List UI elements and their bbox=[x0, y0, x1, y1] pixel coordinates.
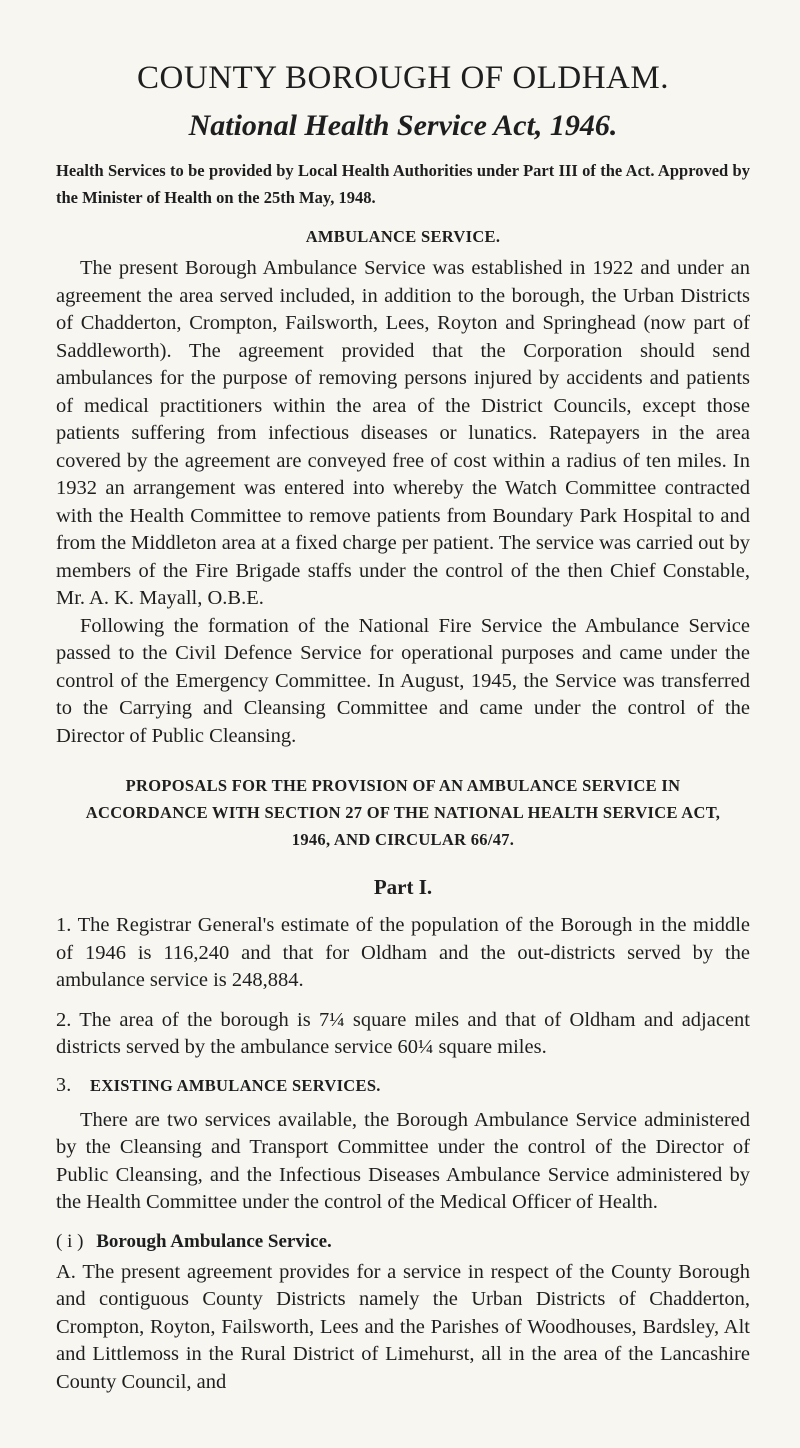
paragraph-text: The present agreement provides for a service in respect of the County Borough and contiguous County Districts namely the Urban Districts of Chadderton, Crompton, Royton, Failsworth, Lees and the Parishes of Woodhouses, Bardsley, Alt and Littlemoss in the Rural District of Limehurst, all in the area of the Lancashire County Council, and bbox=[56, 1260, 751, 1393]
numbered-item-1 bbox=[56, 912, 750, 995]
item-number: 2. bbox=[56, 1008, 72, 1031]
heading-text: EXISTING AMBULANCE SERVICES. bbox=[90, 1075, 381, 1095]
history-paragraph-1: The present Borough Ambulance Service was established in 1922 and under an agreement the area served included, in addition to the borough, the Urban Districts of Chadderton, Crompton, Failsworth, Lees, Royton and Springhead (now part of Saddleworth). The agreement provided that the Corporation should send ambulances for the purpose of removing persons injured by accidents and patients of medical practitioners within the area of the District Councils, except those patients suffering from infectious diseases or lunatics. Ratepayers in the area covered by the agreement are conveyed free of cost within a radius of ten miles. In 1932 an arrangement was entered into whereby the Watch Committee contracted with the Health Committee to remove patients from Boundary Park Hospital to and from the Middleton area at a fixed charge per patient. The service was carried out by members of the Fire Brigade staffs under the control of the then Chief Constable, Mr. A. K. Mayall, O.B.E. bbox=[56, 257, 750, 609]
item-text: The Registrar General's estimate of the population of the Borough in the middle of 1946 is 116,240 and that for Oldham and the out-districts served by the ambulance service is 248,884. bbox=[56, 914, 750, 991]
history-paragraph-2: Following the formation of the National Fire Service the Ambulance Service passed to the Civil Defence Service for operational purposes and came under the control of the Emergency Committee. In August, 1945, the Service was transferred to the Carrying and Cleansing Committee and came under the control of the Director of Public Cleansing. bbox=[56, 614, 750, 747]
ambulance-service-heading: AMBULANCE SERVICE. bbox=[305, 227, 501, 246]
paragraph-label: A. bbox=[56, 1260, 76, 1283]
borough-ambulance-paragraph bbox=[56, 1259, 750, 1397]
item-number: ( i ) bbox=[56, 1230, 84, 1252]
numbered-item-2 bbox=[56, 1007, 750, 1062]
proposals-heading: PROPOSALS FOR THE PROVISION OF AN AMBULANCE SERVICE IN ACCORDANCE WITH SECTION 27 OF THE NATIONAL HEALTH SERVICE ACT, 1946, AND CIRCULAR 66/47. bbox=[85, 776, 721, 849]
item-number: 1. bbox=[56, 914, 72, 936]
heading-text: Borough Ambulance Service. bbox=[96, 1230, 332, 1252]
document-title: COUNTY BOROUGH OF OLDHAM. bbox=[137, 60, 669, 96]
intro-statement: Health Services to be provided by Local Health Authorities under Part III of the Act. Approved by the Minister of Health on the 25th May, 1948. bbox=[56, 161, 750, 207]
existing-services-heading bbox=[56, 1074, 750, 1097]
item-text: The area of the borough is 7¼ square miles and that of Oldham and adjacent districts served by the ambulance service 60¼ square miles. bbox=[56, 1008, 750, 1058]
part-label: Part I. bbox=[373, 875, 433, 899]
act-subtitle: National Health Service Act, 1946. bbox=[188, 109, 618, 142]
borough-ambulance-heading bbox=[56, 1231, 750, 1253]
item-number: 3. bbox=[56, 1073, 72, 1096]
existing-services-paragraph: There are two services available, the Borough Ambulance Service administered by the Cleansing and Transport Committee under the control of the Director of Public Cleansing, and the Infectious Diseases Ambulance Service administered by the Health Committee under the control of the Medical Officer of Health. bbox=[56, 1108, 750, 1213]
